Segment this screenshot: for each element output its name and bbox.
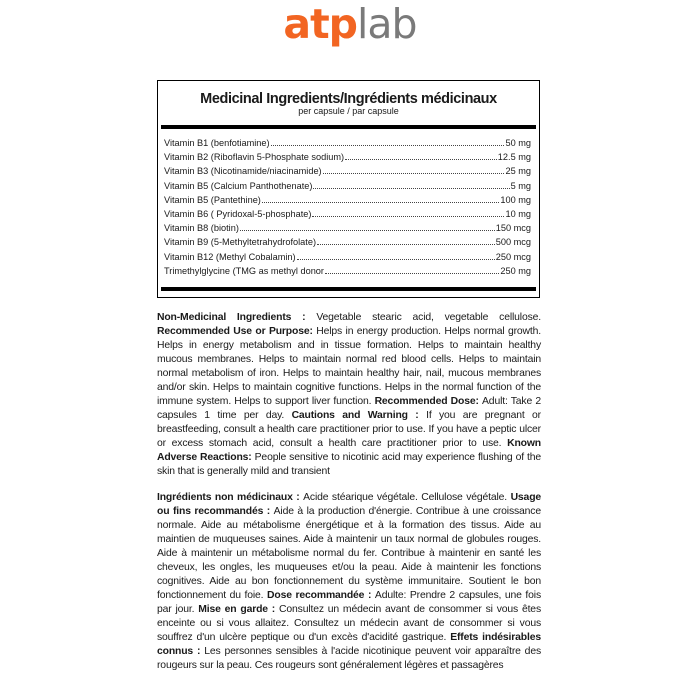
section-label: Usage ou fins recommandés : [157,492,542,517]
leader-dots [312,208,504,217]
ingredient-row [164,208,531,222]
ingredient-name: Vitamin B5 (Pantethine) [164,194,261,205]
ingredient-amount: 150 mcg [495,223,531,234]
leader-dots [262,194,499,203]
english-text [157,311,541,479]
section-text: Vegetable stearic acid, vegetable cellulose. [316,312,541,323]
ingredient-row [164,165,531,179]
leader-dots [317,236,495,245]
panel-title: Medicinal Ingredients/Ingrédients médicinaux [200,91,497,107]
section-text: If you are pregnant or breastfeeding, consult a health care practitioner prior to use. If you have a peptic ulcer or excess stomach acid, consult a health care practitioner prior to use. [157,410,541,449]
ingredient-name: Vitamin B9 (5-Methyltetrahydrofolate) [164,237,317,248]
ingredient-amount: 500 mcg [495,237,531,248]
section-text: Aide à la production d'énergie. Contribue à une croissance normale. Aide au métabolisme énergétique et à la formation des tissus. Aide au maintien de muqueuses saines. Aide à maintenir un taux normal de globules rouges. Aide à maintenir un métabolisme normal du fer. Contribue à maintenir en santé les cheveux, les ongles, les muqueuses et/ou la peau. Aide à maintenir les fonctions cognitives. Aide au bon fonctionnement du système immunitaire. Soutient le bon fonctionnement du foie. [157,506,541,601]
ingredient-name: Vitamin B1 (benfotiamine) [164,138,270,148]
leader-dots [323,165,505,174]
ingredient-name: Vitamin B12 (Methyl Cobalamin) [164,251,296,262]
section-label: Cautions and Warning : [291,410,427,421]
ingredient-amount: 10 mg [505,208,531,219]
top-rule [161,125,536,129]
leader-dots [345,151,497,160]
section-text: Acide stéarique végétale. Cellulose végétale. [303,492,511,503]
section-label: Dose recommandée : [267,590,375,601]
section-text: Adulte: Prendre 2 capsules, une fois par jour. [157,590,542,615]
ingredient-row [164,151,531,165]
leader-dots [271,137,505,146]
section-label: Recommended Use or Purpose: [157,326,317,337]
ingredient-amount: 250 mcg [495,251,531,262]
ingredient-name: Trimethylglycine (TMG as methyl donor [164,265,324,276]
ingredient-row [164,180,531,194]
ingredient-name: Vitamin B6 ( Pyridoxal-5-phosphate) [164,208,312,219]
section-text: Adult: Take 2 capsules 1 time per day. [157,396,541,421]
leader-dots [313,180,509,189]
section-text: Les personnes sensibles à l'acide nicotinique peuvent voir apparaître des rougeurs sur la peau. Ces rougeurs sont généralement légères et passagères [157,646,541,671]
ingredient-name: Vitamin B3 (Nicotinamide/niacinamide) [164,166,322,177]
section-label: Known Adverse Reactions: [157,438,541,463]
french-text [157,491,541,673]
section-label: Ingrédients non médicinaux : [157,492,304,503]
leader-dots [297,251,495,260]
ingredient-row [164,222,531,236]
ingredient-name: Vitamin B8 (biotin) [164,223,239,234]
section-label: Recommended Dose: [374,396,483,407]
ingredient-name: Vitamin B5 (Calcium Panthothenate) [164,180,313,191]
ingredient-row [164,236,531,250]
ingredient-amount: 5 mg [510,180,531,191]
ingredient-name: Vitamin B2 (Riboflavin 5-Phosphate sodium) [164,152,345,163]
leader-dots [325,265,499,274]
section-label: Mise en garde : [198,604,280,615]
section-text: Consultez un médecin avant de consommer si vous êtes enceinte ou si vous allaitez. Consultez un médecin avant de consommer si vous souffrez d'un ulcère peptique ou d'un excès d'acidité gastrique. [157,604,541,643]
bottom-rule [161,287,536,291]
section-label: Non-Medicinal Ingredients : [157,312,317,323]
logo-part-lab: lab [357,0,417,48]
leader-dots [240,222,495,231]
ingredient-amount: 25 mg [505,166,531,177]
ingredient-row [164,194,531,208]
ingredient-list [164,137,531,279]
ingredient-row [164,251,531,265]
ingredient-amount: 250 mg [500,265,531,276]
brand-logo [0,2,700,46]
ingredients-panel [157,80,540,298]
ingredient-amount: 50 mg [505,138,531,148]
ingredient-amount: 100 mg [500,194,531,205]
logo-part-atp: atp [283,0,358,48]
section-label: Effets indésirables connus : [157,632,541,657]
ingredient-amount: 12.5 mg [497,152,531,163]
section-text: People sensitive to nicotinic acid may experience flushing of the skin that is generally mild and transient [157,452,541,477]
ingredient-row [164,137,531,151]
ingredient-row [164,265,531,279]
panel-subtitle: per capsule / par capsule [298,106,399,116]
section-text: Helps in energy production. Helps normal growth. Helps in energy metabolism and in tissue formation. Helps to maintain healthy mucous membranes. Helps to maintain normal red blood cells. Helps to maintain normal metabolism of iron. Helps to maintain healthy hair, nail, mucous membranes and/or skin. Helps to maintain cognitive functions. Helps in the normal function of the immune system. Helps to support liver function. [157,326,541,407]
